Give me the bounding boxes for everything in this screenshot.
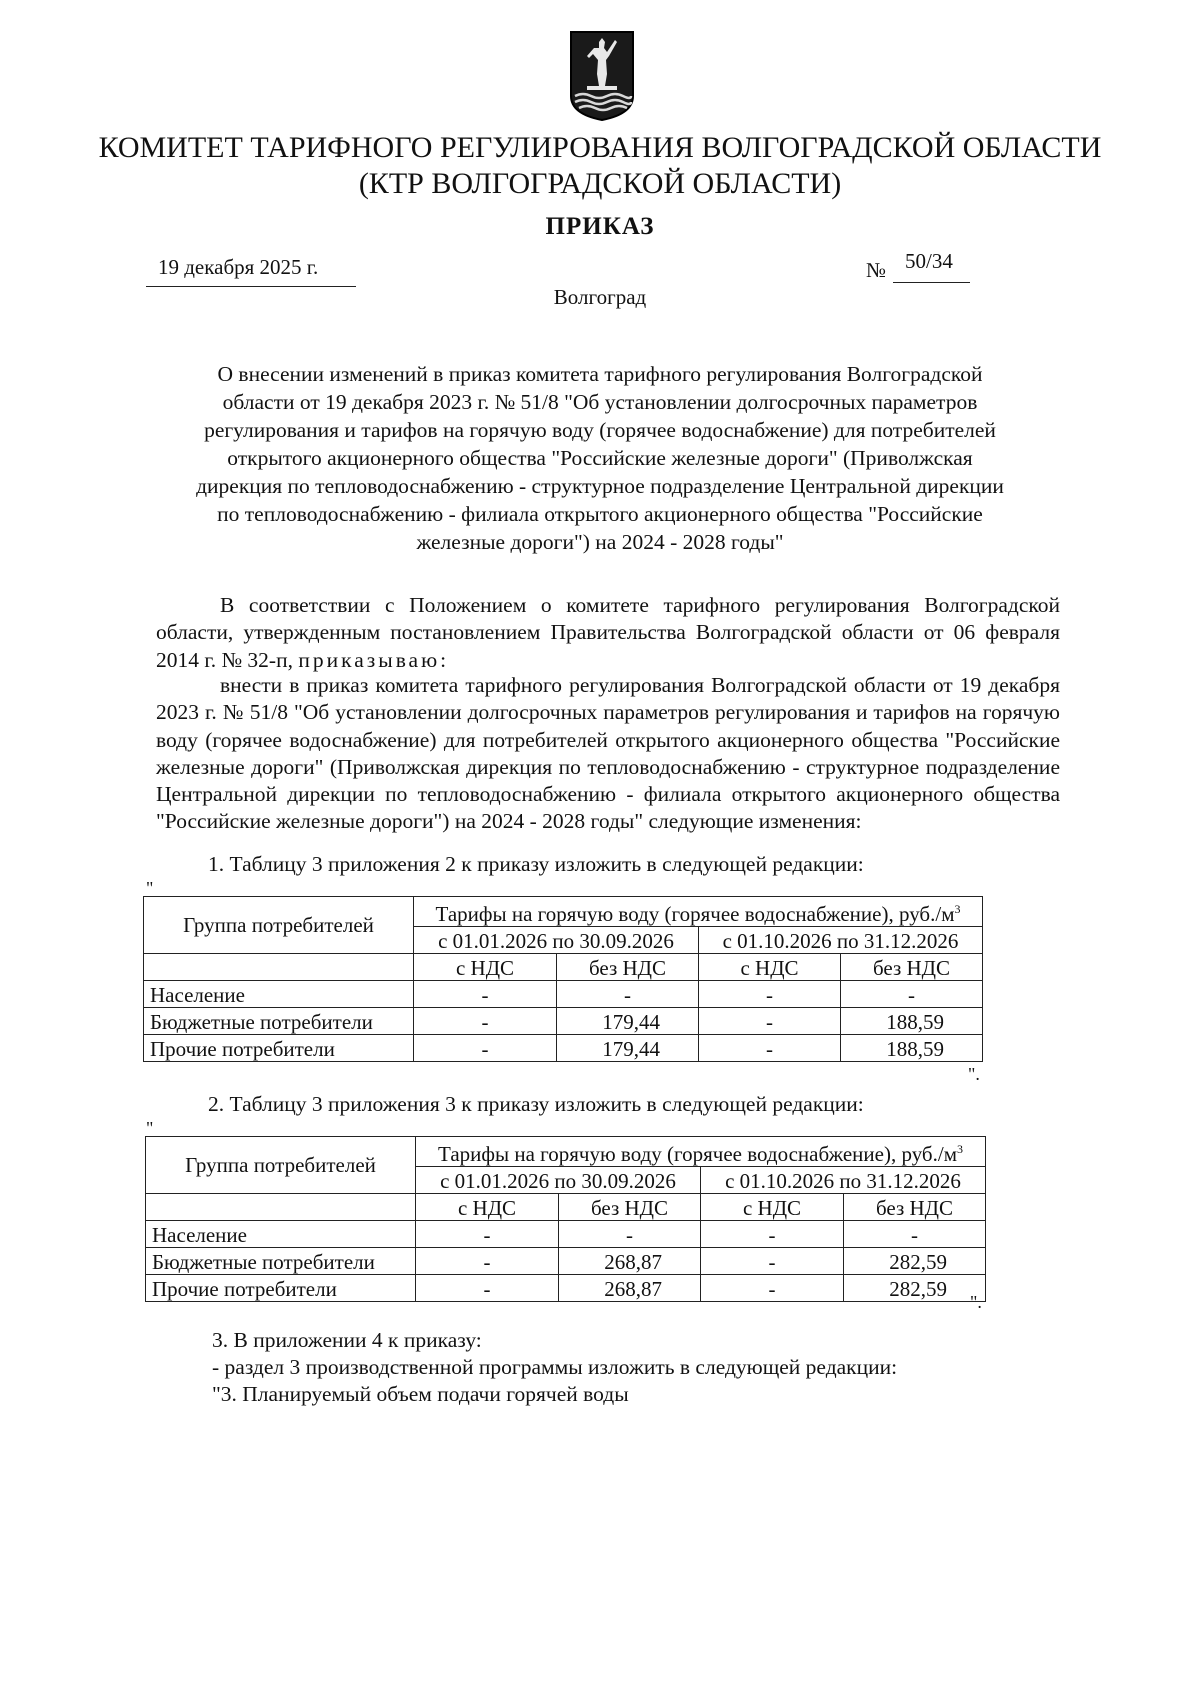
open-quote-2: " [146,1118,154,1138]
order-number: 50/34 [893,249,970,283]
preamble-paragraph [156,592,1060,674]
group-cell: Население [144,981,414,1008]
value-cell: - [414,981,557,1008]
table-row [144,981,983,1008]
table-header-row [144,897,983,927]
title-line: железные дороги") на 2024 - 2028 годы" [416,530,784,554]
empty-cell [146,1194,416,1221]
group-cell: Бюджетные потребители [146,1248,416,1275]
period-1-header: с 01.01.2026 по 30.09.2026 [414,927,699,954]
org-name-line1: КОМИТЕТ ТАРИФНОГО РЕГУЛИРОВАНИЯ ВОЛГОГРАДСКОЙ ОБЛАСТИ [98,131,1102,164]
col-group-header: Группа потребителей [146,1137,416,1194]
table-row [144,1035,983,1062]
preamble-text: В соответствии с Положением о комитете тарифного регулирования Волгоградской области, утвержденным постановлением Правительства Волгоградской области от 06 февраля 2014 г. № 32-п, [156,593,1060,672]
tariff-header: Тарифы на горячую воду (горячее водоснабжение), $руб./м^3$ [414,897,983,927]
period-1-header: с 01.01.2026 по 30.09.2026 [416,1167,701,1194]
value-cell: - [699,1008,841,1035]
empty-cell [144,954,414,981]
with-vat-header: с НДС [416,1194,559,1221]
item-2: 2. Таблицу 3 приложения 3 к приказу изложить в следующей редакции: [208,1092,864,1116]
table-vat-row [144,954,983,981]
value-cell: 179,44 [557,1008,699,1035]
city: Волгоград [553,285,647,309]
title-line: регулирования и тарифов на горячую воду (горячее водоснабжение) для потребителей [204,418,996,442]
title-line: по тепловодоснабжению - филиала открытого акционерного общества "Российские [217,502,983,526]
tariff-table-2 [145,1136,986,1302]
value-cell: 282,59 [844,1275,986,1302]
value-cell: 268,87 [559,1248,701,1275]
order-number-label: № [866,258,887,282]
value-cell: - [841,981,983,1008]
period-2-header: с 01.10.2026 по 31.12.2026 [699,927,983,954]
title-line: О внесении изменений в приказ комитета тарифного регулирования Волгоградской [217,362,983,386]
org-name-line2: (КТР ВОЛГОГРАДСКОЙ ОБЛАСТИ) [358,167,842,200]
tariff-table-1 [143,896,983,1062]
without-vat-header: без НДС [841,954,983,981]
with-vat-header: с НДС [414,954,557,981]
item-3-sub: - раздел 3 производственной программы изложить в следующей редакции: [212,1355,898,1379]
table-row [146,1275,986,1302]
value-cell: 268,87 [559,1275,701,1302]
value-cell: 188,59 [841,1008,983,1035]
period-2-header: с 01.10.2026 по 31.12.2026 [701,1167,986,1194]
without-vat-header: без НДС [559,1194,701,1221]
with-vat-header: с НДС [701,1194,844,1221]
value-cell: - [699,1035,841,1062]
value-cell: - [414,1035,557,1062]
value-cell: 188,59 [841,1035,983,1062]
title-line: области от 19 декабря 2023 г. № 51/8 "Об установлении долгосрочных параметров [222,390,978,414]
order-word: приказываю: [298,647,450,672]
table-row [146,1221,986,1248]
group-cell: Население [146,1221,416,1248]
group-cell: Прочие потребители [146,1275,416,1302]
value-cell: - [414,1008,557,1035]
volgograd-coat-of-arms-icon [569,30,635,122]
without-vat-header: без НДС [557,954,699,981]
table-row [144,1008,983,1035]
item-3-quote: "3. Планируемый объем подачи горячей воды [212,1382,629,1406]
col-group-header: Группа потребителей [144,897,414,954]
title-line: открытого акционерного общества "Российские железные дороги" (Приволжская [227,446,973,470]
value-cell: - [701,1275,844,1302]
title-line: дирекция по тепловодоснабжению - структурное подразделение Центральной дирекции [196,474,1004,498]
with-vat-header: с НДС [699,954,841,981]
value-cell: - [844,1221,986,1248]
order-date: 19 декабря 2025 г. [146,255,356,287]
table-header-row [146,1137,986,1167]
group-cell: Прочие потребители [144,1035,414,1062]
without-vat-header: без НДС [844,1194,986,1221]
value-cell: 179,44 [557,1035,699,1062]
order-title [150,360,1050,556]
value-cell: - [557,981,699,1008]
value-cell: - [701,1221,844,1248]
item-1: 1. Таблицу 3 приложения 2 к приказу изложить в следующей редакции: [208,852,864,876]
value-cell: - [416,1221,559,1248]
value-cell: - [416,1248,559,1275]
value-cell: - [559,1221,701,1248]
item-3: 3. В приложении 4 к приказу: [212,1328,482,1352]
open-quote-1: " [146,878,154,898]
doc-type: ПРИКАЗ [545,213,655,240]
close-quote-2: ". [970,1292,982,1312]
value-cell: - [699,981,841,1008]
value-cell: - [416,1275,559,1302]
table-vat-row [146,1194,986,1221]
group-cell: Бюджетные потребители [144,1008,414,1035]
value-cell: 282,59 [844,1248,986,1275]
amendment-paragraph [156,672,1060,836]
amendment-text: внести в приказ комитета тарифного регулирования Волгоградской области от 19 декабря 2023 г. № 51/8 "Об установлении долгосрочных параметров регулирования и тарифов на горячую воду (горячее водоснабжение) для потребителей открытого акционерного общества "Российские железные дороги" (Приволжская дирекция по тепловодоснабжению - структурное подразделение Центральной дирекции по тепловодоснабжению - филиала открытого акционерного общества "Российские железные дороги") на 2024 - 2028 годы" следующие изменения: [156,673,1060,834]
value-cell: - [701,1248,844,1275]
tariff-header: Тарифы на горячую воду (горячее водоснабжение), $руб./м^3$ [416,1137,986,1167]
table-row [146,1248,986,1275]
close-quote-1: ". [968,1064,980,1084]
